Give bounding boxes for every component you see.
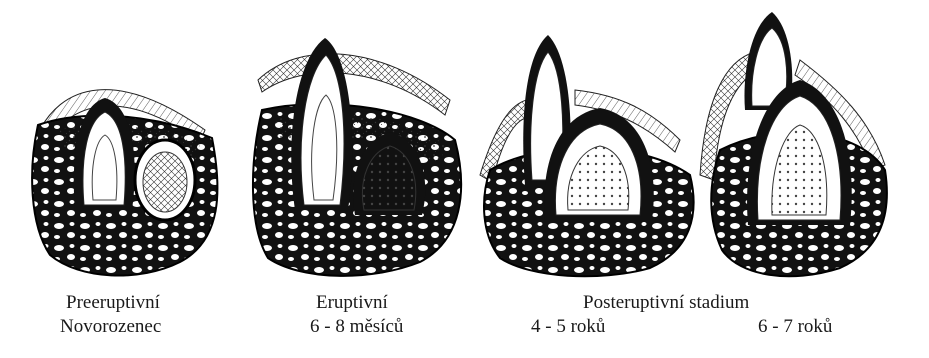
stage-eruptive-drawing <box>253 38 461 276</box>
stage-preeruptive-age: Novorozenec <box>60 316 162 337</box>
stage-eruptive-title: Eruptivní <box>316 292 388 313</box>
stage-posteruptive-age-late: 6 - 7 roků <box>758 316 833 337</box>
stage-posteruptive-late-drawing <box>700 12 887 276</box>
stage-posteruptive-age-early: 4 - 5 roků <box>531 316 606 337</box>
stage-eruptive-age: 6 - 8 měsíců <box>310 316 404 337</box>
stage-posteruptive-early-drawing <box>480 35 694 276</box>
stage-posteruptive-title: Posteruptivní stadium <box>583 292 750 313</box>
stage-preeruptive-title: Preeruptivní <box>66 292 160 313</box>
stage-preeruptive-drawing <box>32 90 217 276</box>
